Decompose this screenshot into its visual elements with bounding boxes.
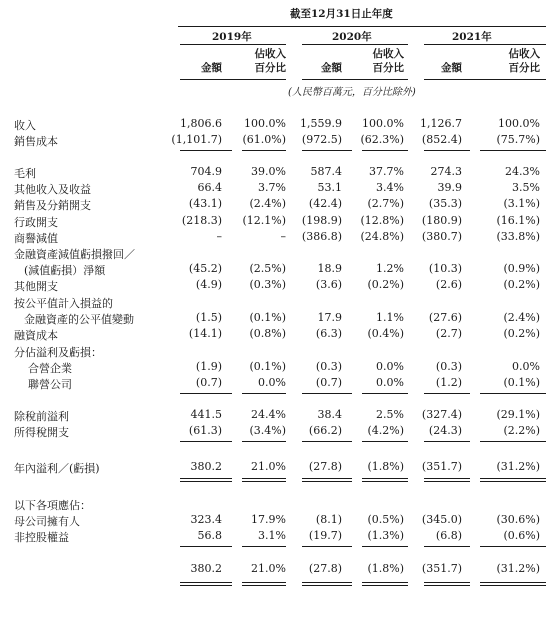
amount-cell: 704.9	[190, 165, 222, 178]
amount-cell: (1,101.7)	[171, 133, 222, 146]
percent-cell: (3.1%)	[503, 197, 540, 210]
percent-cell: (29.1%)	[496, 408, 540, 421]
percent-cell: 0.0%	[512, 360, 540, 373]
col-pct-2020-l1: 佔收入	[372, 48, 404, 60]
underline	[180, 478, 232, 479]
underline	[480, 150, 546, 151]
percent-cell: (0.2%)	[367, 278, 404, 291]
year-2020: 2020年	[332, 31, 372, 43]
underline	[424, 478, 470, 479]
amount-cell: 66.4	[197, 181, 222, 194]
row-label: 其他收入及收益	[14, 183, 91, 196]
percent-cell: (2.2%)	[503, 424, 540, 437]
percent-cell: (1.8%)	[367, 562, 404, 575]
percent-cell: (2.4%)	[503, 311, 540, 324]
row-label: 商譽減值	[14, 232, 58, 245]
amount-cell: (852.4)	[421, 133, 462, 146]
percent-cell: (2.5%)	[249, 262, 286, 275]
percent-cell: 17.9%	[251, 513, 286, 526]
col-amount-2019: 金額	[201, 62, 222, 74]
percent-cell: (62.3%)	[360, 133, 404, 146]
row-label: 除稅前溢利	[14, 410, 69, 423]
amount-cell: (27.8)	[308, 460, 342, 473]
amount-cell: (10.3)	[428, 262, 462, 275]
row-label: (減值虧損）淨額	[24, 264, 106, 277]
amount-cell: (45.2)	[188, 262, 222, 275]
amount-cell: (66.2)	[308, 424, 342, 437]
double-underline	[424, 585, 470, 586]
amount-cell: (198.9)	[301, 214, 342, 227]
percent-cell: 21.0%	[251, 460, 286, 473]
amount-cell: (6.8)	[435, 529, 462, 542]
double-underline	[480, 481, 546, 482]
percent-cell: (30.6%)	[496, 513, 540, 526]
col-rule-2021	[424, 79, 546, 80]
percent-cell: (16.1%)	[496, 214, 540, 227]
underline	[242, 546, 286, 547]
amount-cell: (386.8)	[301, 230, 342, 243]
percent-cell: (12.1%)	[242, 214, 286, 227]
amount-cell: 587.4	[310, 165, 342, 178]
double-underline	[242, 481, 286, 482]
underline	[302, 441, 352, 442]
percent-cell: 2.5%	[376, 408, 404, 421]
percent-cell: (61.0%)	[242, 133, 286, 146]
col-pct-2019-l1: 佔收入	[254, 48, 286, 60]
underline	[242, 150, 286, 151]
double-underline	[180, 585, 232, 586]
amount-cell: (327.4)	[421, 408, 462, 421]
double-underline	[180, 481, 232, 482]
percent-cell: (1.8%)	[367, 460, 404, 473]
row-label: 行政開支	[14, 216, 58, 229]
amount-cell: (27.8)	[308, 562, 342, 575]
percent-cell: 1.1%	[376, 311, 404, 324]
row-label: 其他開支	[14, 280, 58, 293]
year-2019: 2019年	[212, 31, 252, 43]
underline	[302, 478, 352, 479]
amount-cell: (180.9)	[421, 214, 462, 227]
underline	[180, 393, 232, 394]
double-underline	[302, 481, 352, 482]
col-amount-2021: 金額	[441, 62, 462, 74]
col-pct-2019-l2: 百分比	[254, 62, 286, 74]
row-label: 以下各項應佔：	[14, 499, 91, 512]
underline	[180, 582, 232, 583]
amount-cell: 441.5	[190, 408, 222, 421]
percent-cell: –	[280, 230, 286, 243]
amount-cell: 18.9	[317, 262, 342, 275]
row-label: 銷售及分銷開支	[14, 199, 91, 212]
year-rule-2021	[424, 44, 546, 45]
col-pct-2021-l2: 百分比	[508, 62, 540, 74]
double-underline	[362, 585, 408, 586]
percent-cell: (0.1%)	[249, 311, 286, 324]
underline	[362, 478, 408, 479]
underline	[424, 546, 470, 547]
underline	[180, 441, 232, 442]
amount-cell: 1,126.7	[420, 117, 462, 130]
underline	[480, 582, 546, 583]
header-rule	[178, 26, 546, 27]
amount-cell: 1,559.9	[300, 117, 342, 130]
percent-cell: 0.0%	[376, 360, 404, 373]
percent-cell: 100.0%	[498, 117, 540, 130]
percent-cell: (0.5%)	[367, 513, 404, 526]
amount-cell: (43.1)	[188, 197, 222, 210]
row-label: 非控股權益	[14, 531, 69, 544]
row-label: 合營企業	[28, 362, 72, 375]
row-label: 銷售成本	[14, 135, 58, 148]
double-underline	[242, 585, 286, 586]
row-label: 按公平值計入損益的	[14, 297, 113, 310]
percent-cell: (1.3%)	[367, 529, 404, 542]
underline	[480, 478, 546, 479]
row-label: 聯營公司	[28, 378, 72, 391]
underline	[302, 393, 352, 394]
percent-cell: 3.7%	[258, 181, 286, 194]
amount-cell: (0.7)	[315, 376, 342, 389]
underline	[302, 582, 352, 583]
underline	[242, 478, 286, 479]
amount-cell: (380.7)	[421, 230, 462, 243]
amount-cell: (972.5)	[301, 133, 342, 146]
underline	[424, 393, 470, 394]
underline	[242, 582, 286, 583]
percent-cell: 39.0%	[251, 165, 286, 178]
row-label: 收入	[14, 119, 36, 132]
underline	[480, 546, 546, 547]
underline	[362, 393, 408, 394]
underline	[480, 393, 546, 394]
amount-cell: (218.3)	[181, 214, 222, 227]
row-label: 金融資產的公平值變動	[24, 313, 134, 326]
percent-cell: (0.1%)	[249, 360, 286, 373]
percent-cell: 21.0%	[251, 562, 286, 575]
percent-cell: (0.1%)	[503, 376, 540, 389]
col-amount-2020: 金額	[321, 62, 342, 74]
col-pct-2020-l2: 百分比	[372, 62, 404, 74]
amount-cell: (42.4)	[308, 197, 342, 210]
amount-cell: (8.1)	[315, 513, 342, 526]
underline	[424, 150, 470, 151]
underline	[242, 441, 286, 442]
double-underline	[362, 481, 408, 482]
underline	[424, 582, 470, 583]
double-underline	[424, 481, 470, 482]
percent-cell: (33.8%)	[496, 230, 540, 243]
row-label: 毛利	[14, 167, 36, 180]
amount-cell: 380.2	[190, 460, 222, 473]
underline	[242, 393, 286, 394]
amount-cell: 1,806.6	[180, 117, 222, 130]
percent-cell: 100.0%	[244, 117, 286, 130]
percent-cell: 24.4%	[251, 408, 286, 421]
underline	[362, 441, 408, 442]
amount-cell: (1.2)	[435, 376, 462, 389]
underline	[302, 150, 352, 151]
row-label: 分佔溢利及虧損：	[14, 346, 102, 359]
underline	[180, 150, 232, 151]
row-label: 所得稅開支	[14, 426, 69, 439]
year-2021: 2021年	[452, 31, 492, 43]
underline	[424, 441, 470, 442]
amount-cell: 274.3	[430, 165, 462, 178]
col-pct-2021-l1: 佔收入	[508, 48, 540, 60]
underline	[362, 150, 408, 151]
amount-cell: (351.7)	[421, 562, 462, 575]
year-rule-2019	[180, 44, 286, 45]
underline	[362, 546, 408, 547]
row-label: 母公司擁有人	[14, 515, 80, 528]
percent-cell: (2.4%)	[249, 197, 286, 210]
percent-cell: 100.0%	[362, 117, 404, 130]
period-title: 截至12月31日止年度	[290, 8, 393, 20]
amount-cell: (6.3)	[315, 327, 342, 340]
percent-cell: (2.7%)	[367, 197, 404, 210]
amount-cell: (2.7)	[435, 327, 462, 340]
percent-cell: (75.7%)	[496, 133, 540, 146]
percent-cell: (0.8%)	[249, 327, 286, 340]
double-underline	[480, 585, 546, 586]
percent-cell: 24.3%	[505, 165, 540, 178]
col-rule-2019	[180, 79, 286, 80]
percent-cell: 37.7%	[369, 165, 404, 178]
percent-cell: (24.8%)	[360, 230, 404, 243]
double-underline	[302, 585, 352, 586]
percent-cell: (31.2%)	[496, 562, 540, 575]
amount-cell: (2.6)	[435, 278, 462, 291]
amount-cell: (0.3)	[435, 360, 462, 373]
underline	[362, 582, 408, 583]
amount-cell: 39.9	[437, 181, 462, 194]
row-label: 金融資產減值虧損撥回／	[14, 248, 135, 261]
percent-cell: (4.2%)	[367, 424, 404, 437]
amount-cell: (351.7)	[421, 460, 462, 473]
amount-cell: (19.7)	[308, 529, 342, 542]
amount-cell: 53.1	[317, 181, 342, 194]
unit-note: (人民幣百萬元，百分比除外)	[288, 87, 416, 98]
amount-cell: 380.2	[190, 562, 222, 575]
amount-cell: (3.6)	[315, 278, 342, 291]
row-label: 年內溢利／(虧損)	[14, 462, 100, 475]
percent-cell: 0.0%	[376, 376, 404, 389]
amount-cell: (14.1)	[188, 327, 222, 340]
percent-cell: 0.0%	[258, 376, 286, 389]
amount-cell: (24.3)	[428, 424, 462, 437]
row-label: 融資成本	[14, 329, 58, 342]
percent-cell: (0.4%)	[367, 327, 404, 340]
underline	[302, 546, 352, 547]
amount-cell: (0.7)	[195, 376, 222, 389]
amount-cell: 38.4	[317, 408, 342, 421]
percent-cell: (3.4%)	[249, 424, 286, 437]
percent-cell: (0.9%)	[503, 262, 540, 275]
year-rule-2020	[302, 44, 408, 45]
amount-cell: (27.6)	[428, 311, 462, 324]
percent-cell: 3.5%	[512, 181, 540, 194]
amount-cell: (1.9)	[195, 360, 222, 373]
col-rule-2020	[302, 79, 408, 80]
amount-cell: –	[216, 230, 222, 243]
amount-cell: (0.3)	[315, 360, 342, 373]
percent-cell: 1.2%	[376, 262, 404, 275]
underline	[480, 441, 546, 442]
percent-cell: (0.3%)	[249, 278, 286, 291]
amount-cell: (61.3)	[188, 424, 222, 437]
percent-cell: 3.1%	[258, 529, 286, 542]
amount-cell: (345.0)	[421, 513, 462, 526]
percent-cell: (0.2%)	[503, 327, 540, 340]
amount-cell: 56.8	[197, 529, 222, 542]
percent-cell: 3.4%	[376, 181, 404, 194]
underline	[180, 546, 232, 547]
amount-cell: (4.9)	[195, 278, 222, 291]
amount-cell: (1.5)	[195, 311, 222, 324]
amount-cell: 323.4	[190, 513, 222, 526]
percent-cell: (0.6%)	[503, 529, 540, 542]
percent-cell: (12.8%)	[360, 214, 404, 227]
percent-cell: (31.2%)	[496, 460, 540, 473]
percent-cell: (0.2%)	[503, 278, 540, 291]
amount-cell: 17.9	[317, 311, 342, 324]
amount-cell: (35.3)	[428, 197, 462, 210]
